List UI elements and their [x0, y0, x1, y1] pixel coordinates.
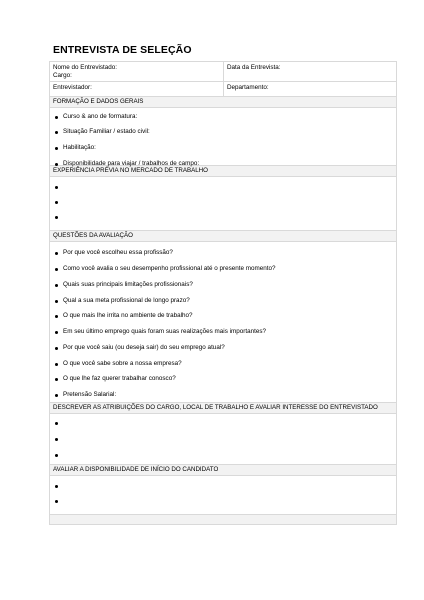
list-item: Por que você escolheu essa profissão?	[50, 249, 173, 257]
list-item: Como você avalia o seu desempenho profissional até o presente momento?	[50, 265, 275, 273]
list-item: Curso & ano de formatura:	[50, 113, 137, 121]
section-experiencia-header: EXPERIÊNCIA PRÉVIA NO MERCADO DE TRABALHO	[50, 166, 396, 177]
list-item: O que você sabe sobre a nossa empresa?	[50, 360, 182, 368]
form-footer-bar	[50, 515, 396, 524]
section-disponibilidade-header: AVALIAR A DISPONIBILIDADE DE INÍCIO DO CANDIDATO	[50, 465, 396, 476]
list-item: Quais suas principais limitações profissionais?	[50, 281, 193, 289]
header-row-1	[50, 62, 396, 82]
section-formacao-header: FORMAÇÃO E DADOS GERAIS	[50, 97, 396, 108]
list-item: Pretensão Salarial:	[50, 391, 116, 399]
list-item: Em seu último emprego quais foram suas realizações mais importantes?	[50, 328, 266, 336]
list-item: O que lhe faz querer trabalhar conosco?	[50, 375, 176, 383]
section-atribuicoes-header: DESCREVER AS ATRIBUIÇÕES DO CARGO, LOCAL DE TRABALHO E AVALIAR INTERESSE DO ENTREVISTADO	[50, 403, 396, 414]
nome-label: Nome do Entrevistado:	[53, 64, 118, 71]
list-item: Disponibilidade para viajar / trabalhos de campo:	[50, 160, 199, 168]
list-item: Por que você saiu (ou deseja sair) do seu emprego atual?	[50, 344, 225, 352]
header-row-2	[50, 82, 396, 97]
section-questoes-header: QUESTÕES DA AVALIAÇÃO	[50, 231, 396, 242]
list-item	[50, 482, 63, 490]
list-item: Situação Familiar / estado civil:	[50, 128, 150, 136]
departamento-cell	[224, 82, 396, 96]
section-experiencia-body	[50, 177, 396, 231]
section-questoes-body	[50, 242, 396, 403]
departamento-label: Departamento:	[227, 84, 269, 91]
list-item: Habilitação:	[50, 144, 96, 152]
list-item	[50, 435, 63, 443]
candidate-info-cell	[50, 62, 224, 81]
list-item	[50, 419, 63, 427]
section-formacao-body	[50, 108, 396, 166]
list-item	[50, 198, 63, 206]
list-item	[50, 497, 63, 505]
cargo-label: Cargo:	[53, 72, 72, 79]
document-title: ENTREVISTA DE SELEÇÃO	[53, 44, 192, 56]
data-label: Data da Entrevista:	[227, 64, 281, 71]
list-item: O que mais lhe irrita no ambiente de trabalho?	[50, 312, 193, 320]
data-entrevista-cell	[224, 62, 396, 81]
section-atribuicoes-body	[50, 414, 396, 465]
interview-form	[49, 61, 397, 525]
entrevistador-cell	[50, 82, 224, 96]
section-disponibilidade-body	[50, 476, 396, 515]
list-item: Qual a sua meta profissional de longo prazo?	[50, 297, 190, 305]
list-item	[50, 183, 63, 191]
list-item	[50, 451, 63, 459]
entrevistador-label: Entrevistador:	[53, 84, 92, 91]
list-item	[50, 213, 63, 221]
